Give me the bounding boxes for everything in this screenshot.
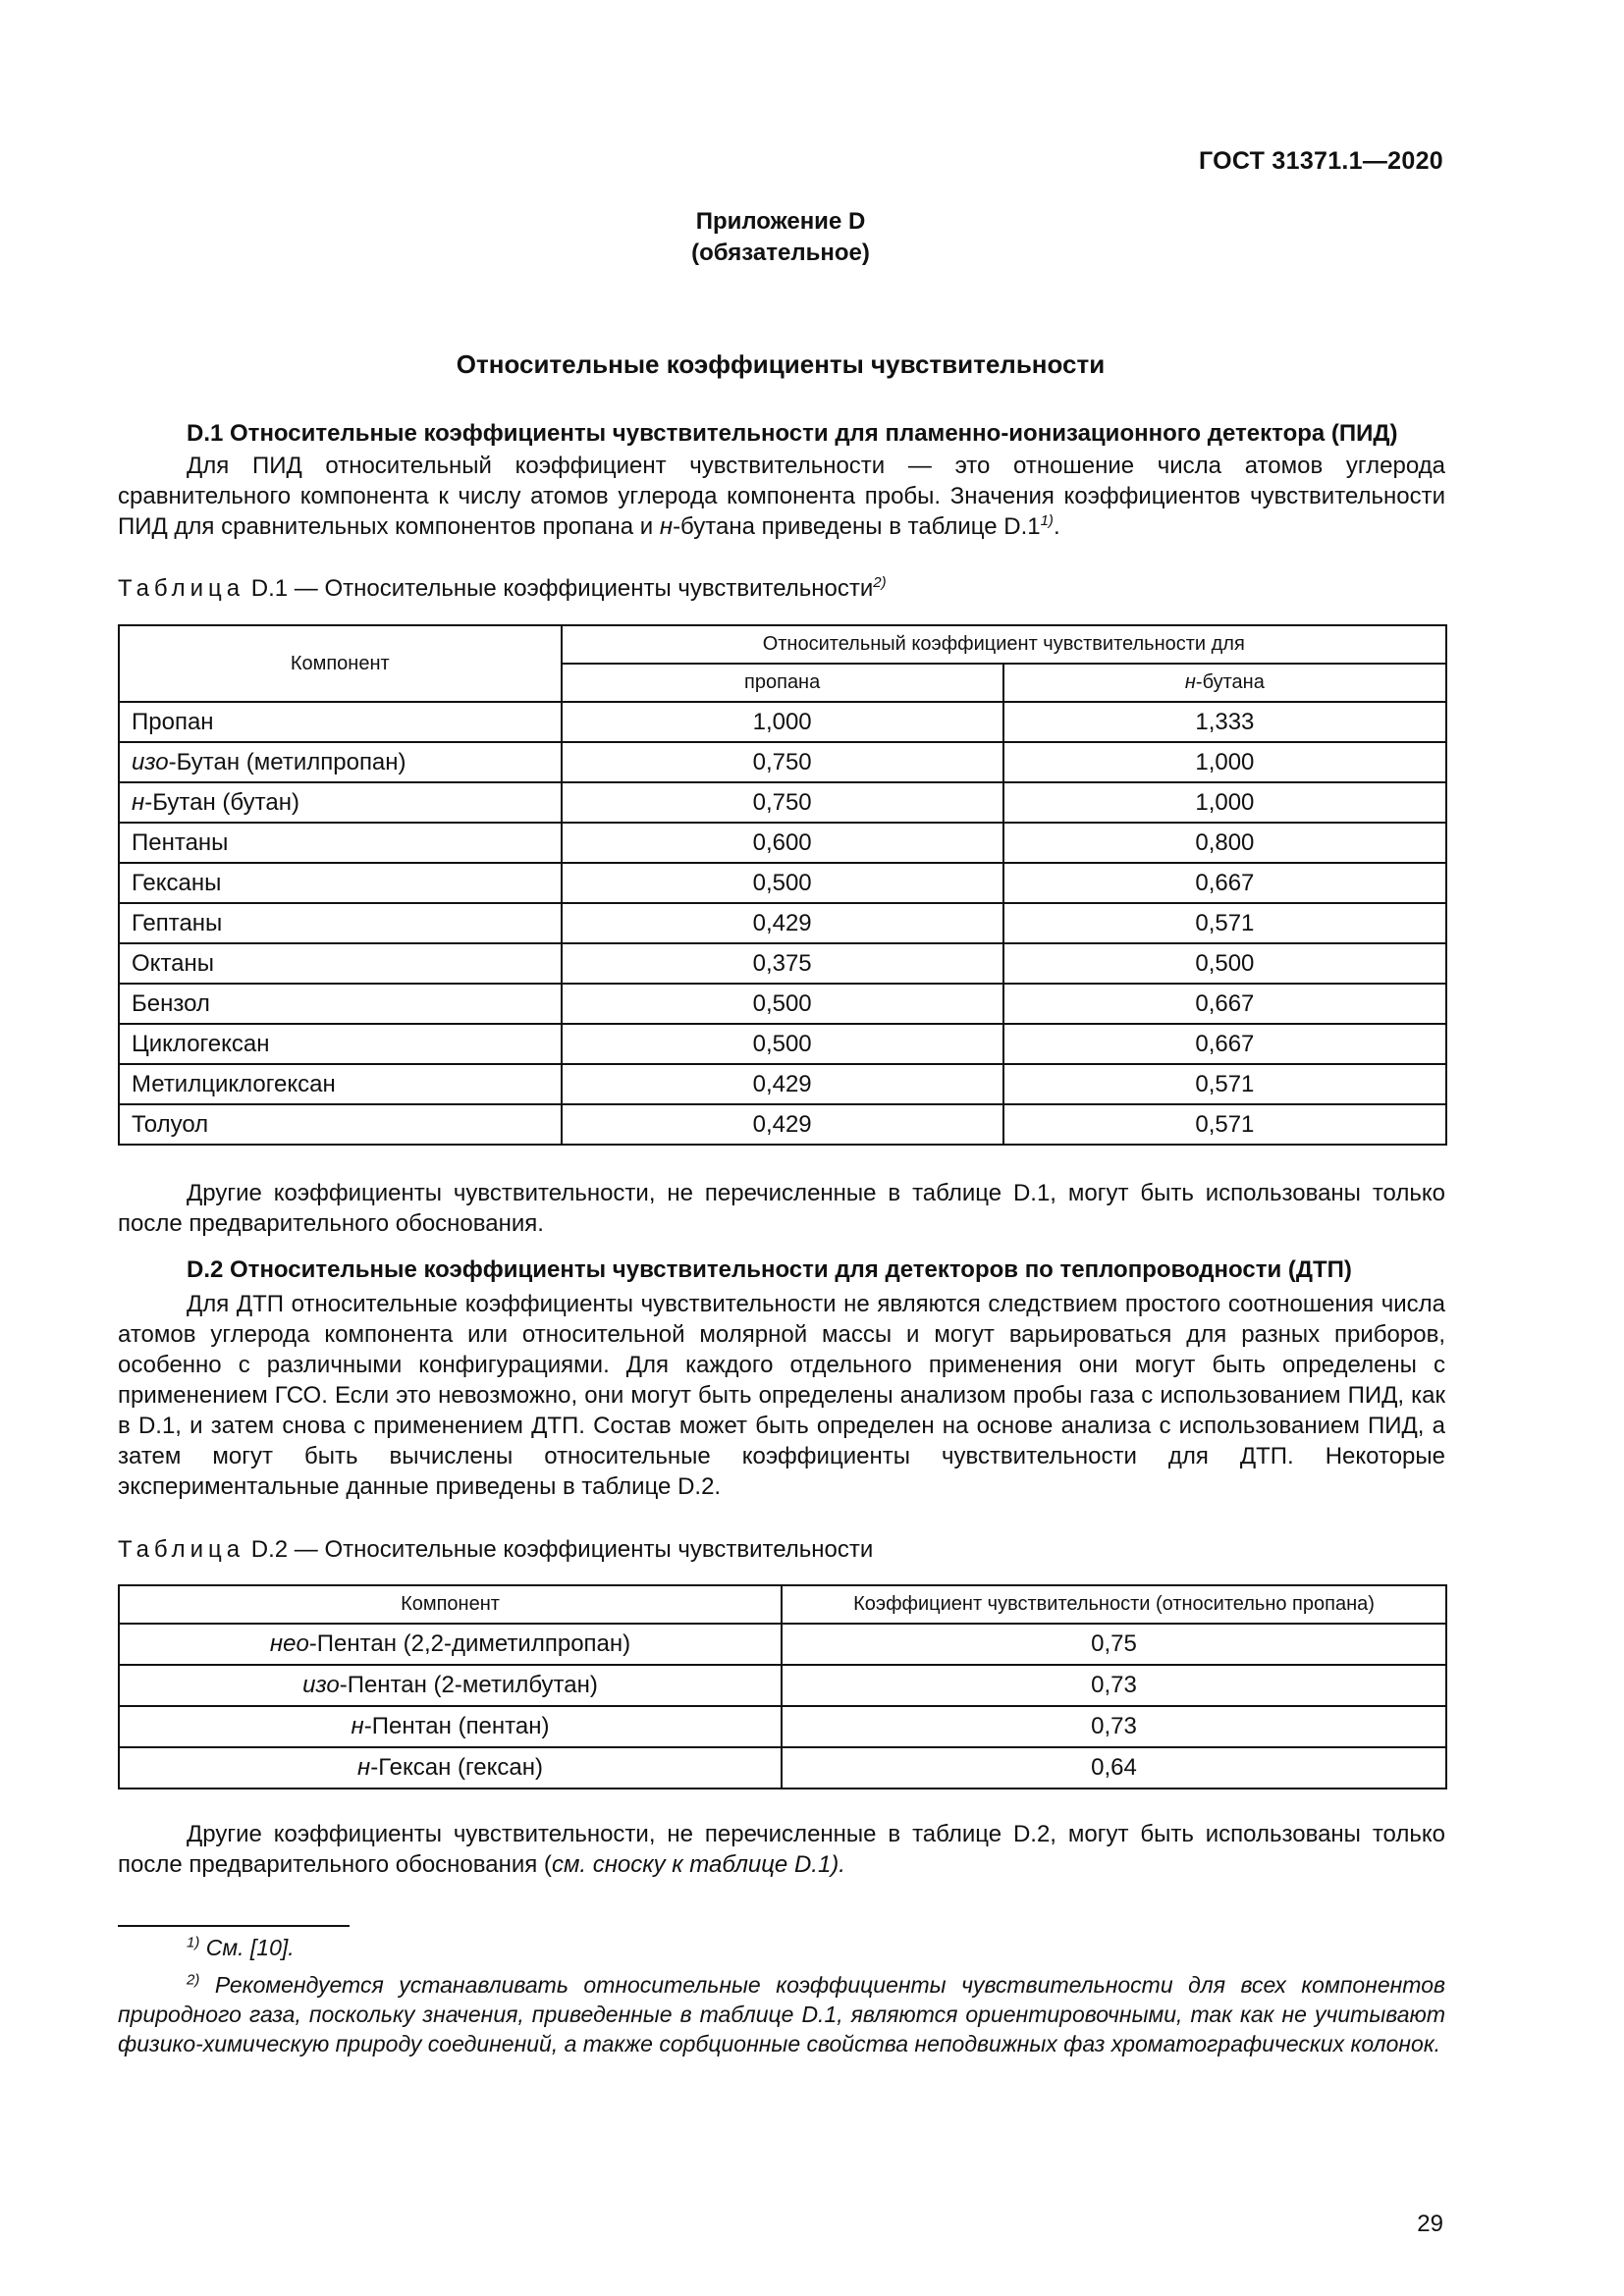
table1-cell-component: Гексаны [119, 863, 562, 903]
section-d2-paragraph: Для ДТП относительные коэффициенты чувствительности не являются следствием простого соотношения числа атомов углерода компонента или относительной молярной массы и могут варьироваться для разных приборов, особенно с различными конфигурациями. Для каждого отдельного применения они могут быть определены с применением ГСО. Если это невозможно, они могут быть определены анализом пробы газа с использованием ПИД, как в D.1, и затем снова с применением ДТП. Состав может быть определен на основе анализа с использованием ПИД, а затем могут быть вычислены относительные коэффициенты чувствительности для ДТП. Некоторые экспериментальные данные приведены в таблице D.2. [118, 1291, 1445, 1500]
table2-caption: Таблица D.2 — Относительные коэффициенты чувствительности [118, 1536, 874, 1563]
table1-cell-propane: 0,429 [562, 1104, 1003, 1145]
table1-note: Другие коэффициенты чувствительности, не перечисленные в таблице D.1, могут быть использованы только после предварительного обоснования. [118, 1180, 1445, 1237]
table1-cell-propane: 0,429 [562, 903, 1003, 943]
table2-header-coef: Коэффициент чувствительности (относительно пропана) [782, 1585, 1446, 1624]
table2-cell-value: 0,73 [782, 1665, 1446, 1706]
document-code: ГОСТ 31371.1—2020 [1198, 147, 1443, 175]
page-number: 29 [1417, 2211, 1443, 2237]
table1-cell-butane: 0,500 [1003, 943, 1446, 984]
table1-header-butane: н-бутана [1003, 664, 1446, 702]
table2-row [119, 1665, 1446, 1706]
table1-row [119, 1024, 1446, 1064]
table1-row [119, 863, 1446, 903]
table1-cell-butane: 0,667 [1003, 1024, 1446, 1064]
table1-row [119, 823, 1446, 863]
section-d1-paragraph: Для ПИД относительный коэффициент чувствительности — это отношение числа атомов углерода сравнительного компонента к числу атомов углерода компонента пробы. Значения коэффициентов чувствительности ПИД для сравнительных компонентов пропана и н-бутана приведены в таблице D.1$^{1)}$. [118, 453, 1445, 540]
table1-cell-butane: 0,571 [1003, 1104, 1446, 1145]
table1-cell-propane: 0,375 [562, 943, 1003, 984]
table2-cell-value: 0,64 [782, 1747, 1446, 1789]
table1-cell-butane: 0,800 [1003, 823, 1446, 863]
table2-cell-value: 0,75 [782, 1624, 1446, 1665]
table1-cell-component: Октаны [119, 943, 562, 984]
table2-header-component: Компонент [119, 1585, 782, 1624]
section-d1-heading: D.1 Относительные коэффициенты чувствительности для пламенно-ионизационного детектора (ПИД) [187, 420, 1398, 447]
table1-cell-propane: 0,750 [562, 782, 1003, 823]
table2-cell-value: 0,73 [782, 1706, 1446, 1747]
table1-row [119, 1064, 1446, 1104]
appendix-status: (обязательное) [691, 240, 870, 266]
appendix-label: Приложение D [695, 208, 866, 235]
table1-header-component: Компонент [119, 625, 562, 702]
table2-cell-component: изо-Пентан (2-метилбутан) [119, 1665, 782, 1706]
table2-row [119, 1706, 1446, 1747]
table1-cell-propane: 0,500 [562, 863, 1003, 903]
table1-header-propane: пропана [562, 664, 1003, 702]
table1-row [119, 943, 1446, 984]
section-d2-heading: D.2 Относительные коэффициенты чувствительности для детекторов по теплопроводности (ДТП) [187, 1256, 1352, 1283]
table1-header-group: Относительный коэффициент чувствительности для [562, 625, 1446, 664]
table1-cell-butane: 0,667 [1003, 863, 1446, 903]
table1-cell-propane: 0,429 [562, 1064, 1003, 1104]
footnote-1: $^{1)}$ См. [10]. [187, 1934, 295, 1960]
table1-cell-component: Бензол [119, 984, 562, 1024]
table2-row [119, 1624, 1446, 1665]
table1-cell-component: Гептаны [119, 903, 562, 943]
table1-cell-butane: 1,000 [1003, 782, 1446, 823]
table1-cell-butane: 0,571 [1003, 903, 1446, 943]
table1-cell-propane: 0,500 [562, 984, 1003, 1024]
table1-row [119, 742, 1446, 782]
table2 [118, 1584, 1447, 1789]
table1-cell-butane: 0,667 [1003, 984, 1446, 1024]
table2-note: Другие коэффициенты чувствительности, не перечисленные в таблице D.2, могут быть использованы только после предварительного обоснования (см. сноску к таблице D.1). [118, 1821, 1445, 1878]
table1 [118, 624, 1447, 1146]
table1-cell-component: Толуол [119, 1104, 562, 1145]
table1-row [119, 702, 1446, 742]
table1-cell-component: Циклогексан [119, 1024, 562, 1064]
table1-cell-propane: 0,600 [562, 823, 1003, 863]
table2-cell-component: н-Пентан (пентан) [119, 1706, 782, 1747]
table1-row [119, 1104, 1446, 1145]
table1-row [119, 782, 1446, 823]
table1-cell-propane: 0,750 [562, 742, 1003, 782]
table1-cell-butane: 1,333 [1003, 702, 1446, 742]
table1-cell-propane: 0,500 [562, 1024, 1003, 1064]
footnote-2: $^{2)}$ Рекомендуется устанавливать относительные коэффициенты чувствительности для всех компонентов природного газа, поскольку значения, приведенные в таблице D.1, являются ориентировочными, так как не учитывают физико-химическую природу соединений, а также сорбционные свойства неподвижных фаз хроматографических колонок. [118, 1971, 1445, 2056]
footnote-divider [118, 1925, 350, 1927]
table1-cell-butane: 1,000 [1003, 742, 1446, 782]
table1-cell-butane: 0,571 [1003, 1064, 1446, 1104]
table1-cell-component: изо-Бутан (метилпропан) [119, 742, 562, 782]
table1-cell-propane: 1,000 [562, 702, 1003, 742]
page-title: Относительные коэффициенты чувствительности [456, 349, 1106, 379]
table1-cell-component: н-Бутан (бутан) [119, 782, 562, 823]
table2-cell-component: н-Гексан (гексан) [119, 1747, 782, 1789]
table1-cell-component: Пропан [119, 702, 562, 742]
table1-cell-component: Метилциклогексан [119, 1064, 562, 1104]
table1-caption: Таблица D.1 — Относительные коэффициенты чувствительности$^{2)}$ [118, 574, 887, 602]
table2-row [119, 1747, 1446, 1789]
table1-cell-component: Пентаны [119, 823, 562, 863]
table1-row [119, 903, 1446, 943]
table2-cell-component: нео-Пентан (2,2-диметилпропан) [119, 1624, 782, 1665]
table1-row [119, 984, 1446, 1024]
